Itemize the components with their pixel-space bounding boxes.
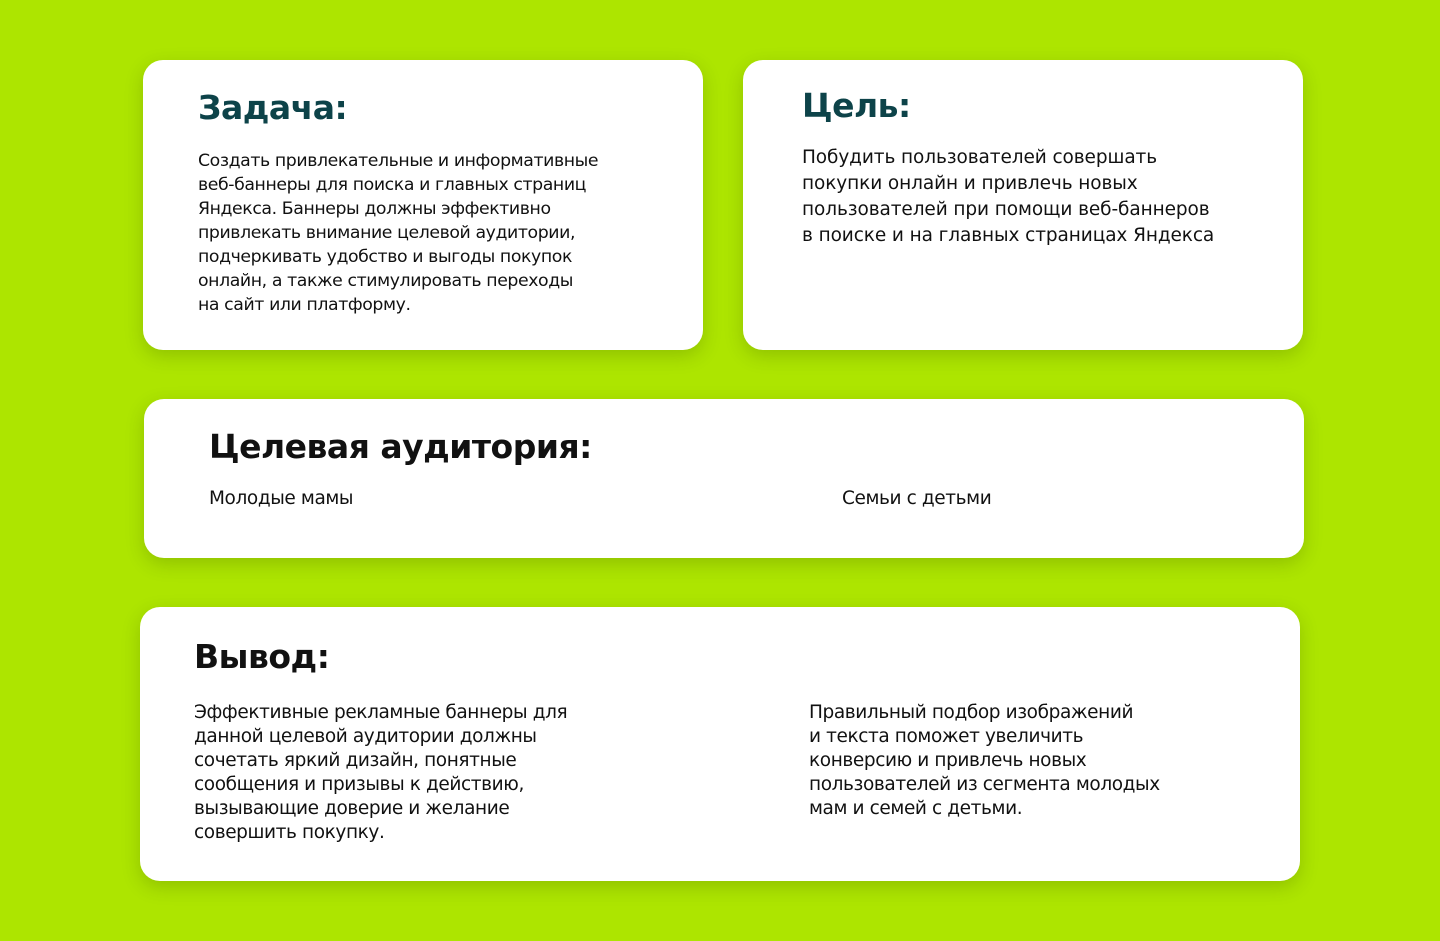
audience-card [144,399,1304,558]
audience-heading: Целевая аудитория: [209,427,592,466]
conclusion-text-left: Эффективные рекламные баннеры для данной целевой аудитории должны сочетать яркий дизайн, понятные сообщения и призывы к действию, вызывающие доверие и желание совершить покупку. [194,702,568,843]
task-description: Создать привлекательные и информативные веб-баннеры для поиска и главных страниц Яндекса. Баннеры должны эффективно привлекать внимание целевой аудитории, подчеркивать удобство и выгоды покупок онлайн, а также стимулировать переходы на сайт или платформу. [198,151,599,315]
audience-item-young-moms: Молодые мамы [209,488,354,509]
task-heading: Задача: [198,88,348,127]
goal-description: Побудить пользователей совершать покупки онлайн и привлечь новых пользователей при помощи веб-баннеров в поиске и на главных страницах Яндекса [802,147,1215,246]
task-card [143,60,703,350]
conclusion-text-right: Правильный подбор изображений и текста поможет увеличить конверсию и привлечь новых пользователей из сегмента молодых мам и семей с детьми. [809,702,1160,819]
audience-item-families: Семьи с детьми [842,488,992,509]
conclusion-card [140,607,1300,881]
conclusion-heading: Вывод: [194,637,330,676]
goal-card [743,60,1303,350]
goal-heading: Цель: [802,86,911,125]
